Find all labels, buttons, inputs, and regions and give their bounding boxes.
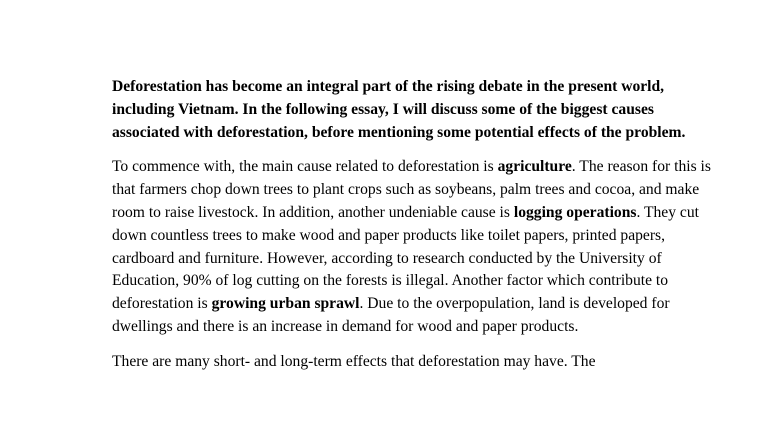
keyword-agriculture: agriculture	[497, 158, 572, 176]
document-page	[112, 76, 714, 386]
causes-text-2: . The reason for this is that farmers chop down trees to plant crops such as soybeans, palm trees and cocoa, and make room to raise livestock. In addition, another undeniable cause is	[112, 158, 711, 221]
keyword-growing-urban-sprawl: growing urban sprawl	[211, 295, 360, 313]
causes-text-4: . Due to the overpopulation, land is developed for dwellings and there is an increase in demand for wood and paper products.	[112, 295, 670, 335]
causes-text-3: . They cut down countless trees to make wood and paper products like toilet papers, printed papers, cardboard and furniture. However, according to research conducted by the University of Education, 90% of log cutting on the forests is illegal. Another factor which contribute to deforestation is	[112, 203, 699, 313]
causes-paragraph	[112, 156, 714, 338]
keyword-logging-operations: logging operations	[513, 203, 637, 221]
intro-paragraph: Deforestation has become an integral part of the rising debate in the present world, including Vietnam. In the following essay, I will discuss some of the biggest causes associated with deforestation, before mentioning some potential effects of the problem.	[112, 78, 686, 141]
causes-text-1: To commence with, the main cause related to deforestation is	[112, 158, 498, 176]
effects-paragraph: There are many short- and long-term effects that deforestation may have. The	[112, 352, 596, 370]
